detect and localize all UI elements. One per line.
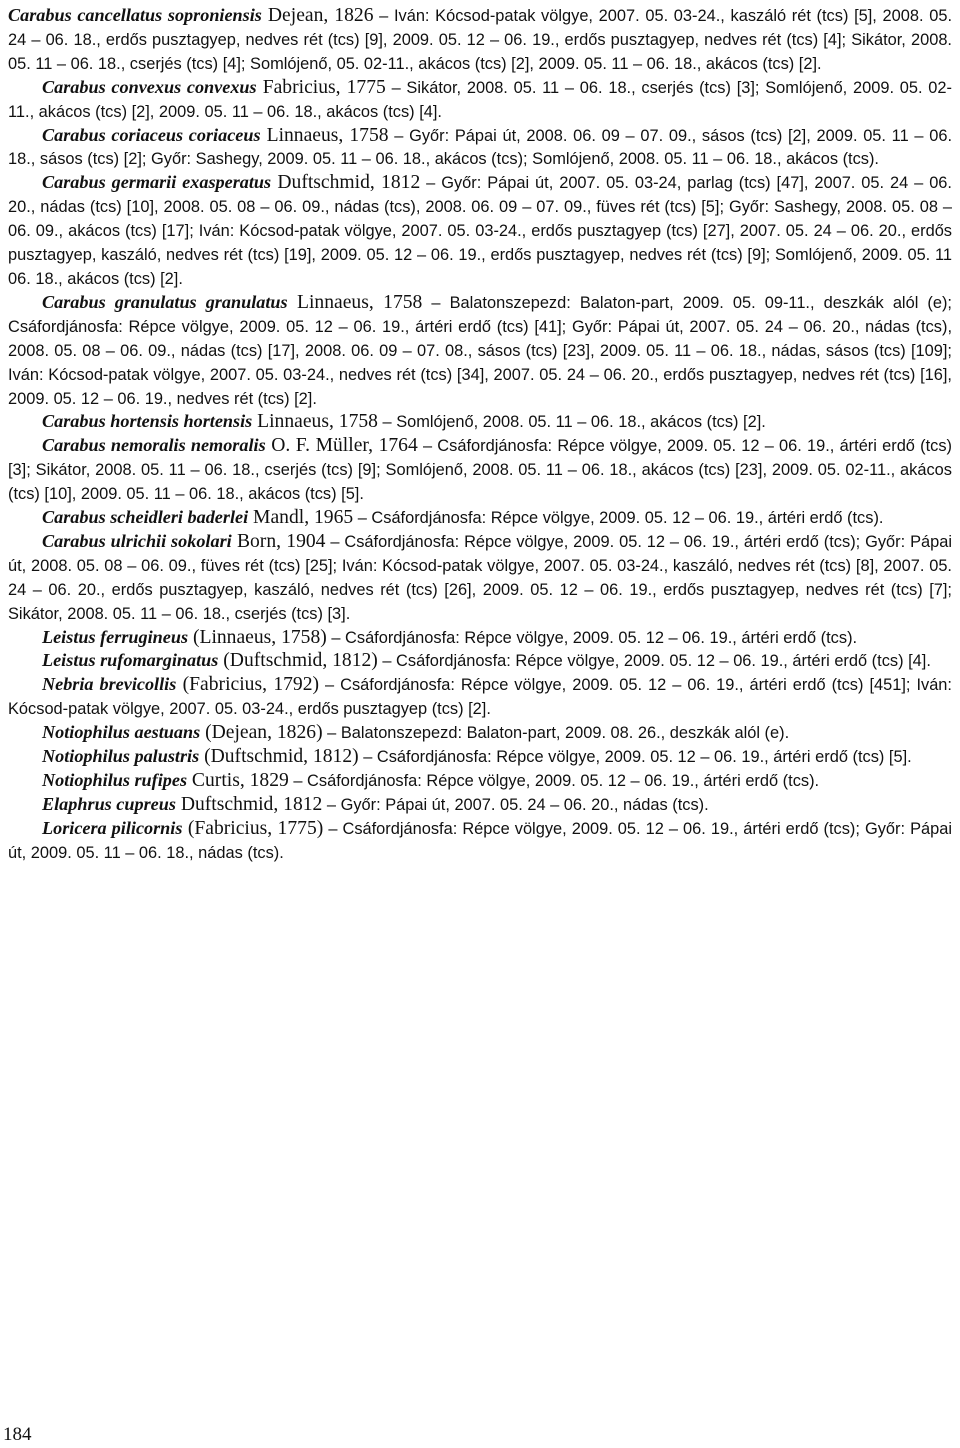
taxon-author: (Dejean, 1826) [200,722,323,744]
species-entry [8,673,952,721]
species-entry [8,769,952,793]
species-entry [8,434,952,506]
taxon-author: Linnaeus, 1758 [287,291,423,313]
locality-records: – Csáfordjánosfa: Répce völgye, 2009. 05. 12 – 06. 19., ártéri erdő (tcs). [288,772,820,790]
species-entry [8,530,952,626]
locality-records: – Csáfordjánosfa: Répce völgye, 2009. 05. 12 – 06. 19., ártéri erdő (tcs) [5]. [358,748,912,767]
taxon-author: (Fabricius, 1775) [182,817,324,839]
locality-records: – Csáfordjánosfa: Répce völgye, 2009. 05. 12 – 06. 19., ártéri erdő (tcs). [326,628,858,647]
taxon-name: Carabus cancellatus soproniensis [8,5,262,25]
taxon-author: Linnaeus, 1758 [252,411,378,433]
taxon-name: Notiophilus aestuans [42,722,201,743]
locality-records: – Győr: Pápai út, 2007. 05. 03-24, parlag (tcs) [47], 2007. 05. 24 – 06. 20., nádas (tcs) [10], 2008. 05. 08 – 06. 09., nádas (tcs), 2008. 06. 09 – 07. 09., füves rét (tcs) [5]; Győr: Sashegy, 2008. 05. 08 – 06. 09., akácos (tcs) [17]; Iván: Kócsod-patak völgye, 2007. 05. 03-24., erdős pusztagyep (tcs) [27], 2007. 05. 24 – 06. 20., erdős pusztagyep, kaszáló, nedves rét (tcs) [19], 2009. 05. 12 – 06. 19., erdős pusztagyep, nedves rét (tcs) [9]; Somlójenő, 2009. 05. 11 06. 18., akácos (tcs) [2]. [8,174,952,288]
species-entry [8,817,952,865]
taxon-name: Carabus nemoralis nemoralis [42,435,266,456]
species-entry [8,793,952,817]
taxon-author: Curtis, 1829 [187,770,289,791]
species-entry [8,291,952,411]
taxon-author: Linnaeus, 1758 [260,124,389,146]
taxon-name: Notiophilus rufipes [42,770,188,790]
locality-records: – Iván: Kócsod-patak völgye, 2007. 05. 03-24., kaszáló rét (tcs) [5], 2008. 05. 24 – 06. 18., erdős pusztagyep, nedves rét (tcs) [9], 2009. 05. 12 – 06. 19., erdős pusztagyep, nedves rét (tcs) [4]; Sikátor, 2008. 05. 11 – 06. 18., cserjés (tcs) [4]; Somlójenő, 05. 02-11., akácos (tcs) [2], 2009. 05. 11 – 06. 18., akácos (tcs) [2]. [8,7,952,73]
species-entry [8,124,952,172]
page-number: 184 [3,1424,32,1445]
species-entry [8,4,952,76]
taxon-author: Mandl, 1965 [248,507,354,529]
species-entry [8,721,952,745]
taxon-name: Carabus coriaceus coriaceus [42,124,261,145]
taxon-author: Fabricius, 1775 [256,76,386,98]
taxon-author: Born, 1904 [231,530,326,552]
taxon-name: Carabus hortensis hortensis [42,411,253,432]
species-entry [8,649,952,673]
taxon-name: Leistus rufomarginatus [42,650,219,671]
taxon-author: O. F. Müller, 1764 [265,435,418,457]
taxon-author: (Fabricius, 1792) [176,674,320,696]
taxon-name: Notiophilus palustris [42,746,200,767]
species-entry [8,76,952,124]
taxon-author: (Duftschmid, 1812) [218,650,378,672]
locality-records: – Csáfordjánosfa: Répce völgye, 2009. 05. 12 – 06. 19., ártéri erdő (tcs); Győr: Pápai út, 2008. 05. 08 – 06. 09., füves rét (tcs) [25]; Iván: Kócsod-patak völgye, 2007. 05. 03-24., kaszáló, nedves rét (tcs) [8], 2007. 05. 24 – 06. 20., erdős pusztagyep, kaszáló, nedves rét (tcs) [26], 2009. 05. 12 – 06. 19., erdős pusztagyep, nedves rét (tcs) [7]; Sikátor, 2008. 05. 11 – 06. 18., cserjés (tcs) [3]. [8,532,952,623]
taxon-name: Elaphrus cupreus [42,793,176,814]
species-entry [8,410,952,434]
species-entry [8,506,952,530]
taxon-author: (Duftschmid, 1812) [199,746,359,768]
locality-records: – Somlójenő, 2008. 05. 11 – 06. 18., akácos (tcs) [2]. [377,413,766,432]
species-entry [8,626,952,650]
locality-records: – Csáfordjánosfa: Répce völgye, 2009. 05. 12 – 06. 19., ártéri erdő (tcs) [3]; Sikátor, 2008. 05. 11 – 06. 18., cserjés (tcs) [9]; Somlójenő, 2008. 05. 11 – 06. 18., akácos (tcs) [23], 2009. 05. 02-11., akácos (tcs) [10], 2009. 05. 11 – 06. 18., akácos (tcs) [5]. [8,437,952,504]
taxon-name: Carabus ulrichii sokolari [42,530,232,551]
locality-records: – Csáfordjánosfa: Répce völgye, 2009. 05. 12 – 06. 19., ártéri erdő (tcs); Győr: Pápai út, 2009. 05. 11 – 06. 18., nádas (tcs). [8,819,952,862]
locality-records: – Csáfordjánosfa: Répce völgye, 2009. 05. 12 – 06. 19., ártéri erdő (tcs) [4]. [377,652,931,671]
taxon-name: Carabus germarii exasperatus [42,172,272,193]
locality-records: – Csáfordjánosfa: Répce völgye, 2009. 05. 12 – 06. 19., ártéri erdő (tcs) [451]; Iván: Kócsod-patak völgye, 2007. 05. 03-24., erdős pusztagyep (tcs) [2]. [8,676,952,719]
species-entry [8,745,952,769]
locality-records: – Győr: Pápai út, 2008. 06. 09 – 07. 09., sásos (tcs) [2], 2009. 05. 11 – 06. 18., sásos (tcs) [2]; Győr: Sashegy, 2009. 05. 11 – 06. 18., akácos (tcs); Somlójenő, 2008. 05. 11 – 06. 18., akácos (tcs). [8,126,953,169]
taxon-author: (Linnaeus, 1758) [188,626,327,648]
taxon-name: Loricera pilicornis [42,817,183,838]
species-entry [8,171,952,291]
locality-records: – Győr: Pápai út, 2007. 05. 24 – 06. 20., nádas (tcs). [322,795,709,814]
taxon-author: Duftschmid, 1812 [271,172,421,194]
locality-records: – Balatonszepezd: Balaton-part, 2009. 08. 26., deszkák alól (e). [322,724,790,743]
taxon-name: Carabus convexus convexus [42,76,257,97]
locality-records: – Balatonszepezd: Balaton-part, 2009. 05. 09-11., deszkák alól (e); Csáfordjánosfa: Répce völgye, 2009. 05. 12 – 06. 19., ártéri erdő (tcs) [41]; Győr: Pápai út, 2007. 05. 24 – 06. 20., nádas (tcs), 2008. 05. 08 – 06. 09., nádas (tcs) [17], 2008. 06. 09 – 07. 08., sásos (tcs) [23], 2009. 05. 11 – 06. 18., nádas, sásos (tcs) [109]; Iván: Kócsod-patak völgye, 2007. 05. 03-24., nedves rét (tcs) [34], 2007. 05. 24 – 06. 20., erdős pusztagyep, nedves rét (tcs) [16], 2009. 05. 12 – 06. 19., nedves rét (tcs) [2]. [8,293,952,408]
locality-records: – Sikátor, 2008. 05. 11 – 06. 18., cserjés (tcs) [3]; Somlójenő, 2009. 05. 02-11., akácos (tcs) [2], 2009. 05. 11 – 06. 18., akácos (tcs) [4]. [8,78,952,121]
taxon-name: Carabus scheidleri baderlei [42,507,249,528]
document-page [8,4,952,865]
taxon-name: Leistus ferrugineus [42,626,189,647]
taxon-author: Duftschmid, 1812 [175,793,323,815]
taxon-name: Nebria brevicollis [42,674,177,695]
taxon-author: Dejean, 1826 [261,5,374,26]
locality-records: – Csáfordjánosfa: Répce völgye, 2009. 05. 12 – 06. 19., ártéri erdő (tcs). [353,509,884,528]
taxon-name: Carabus granulatus granulatus [42,291,288,312]
